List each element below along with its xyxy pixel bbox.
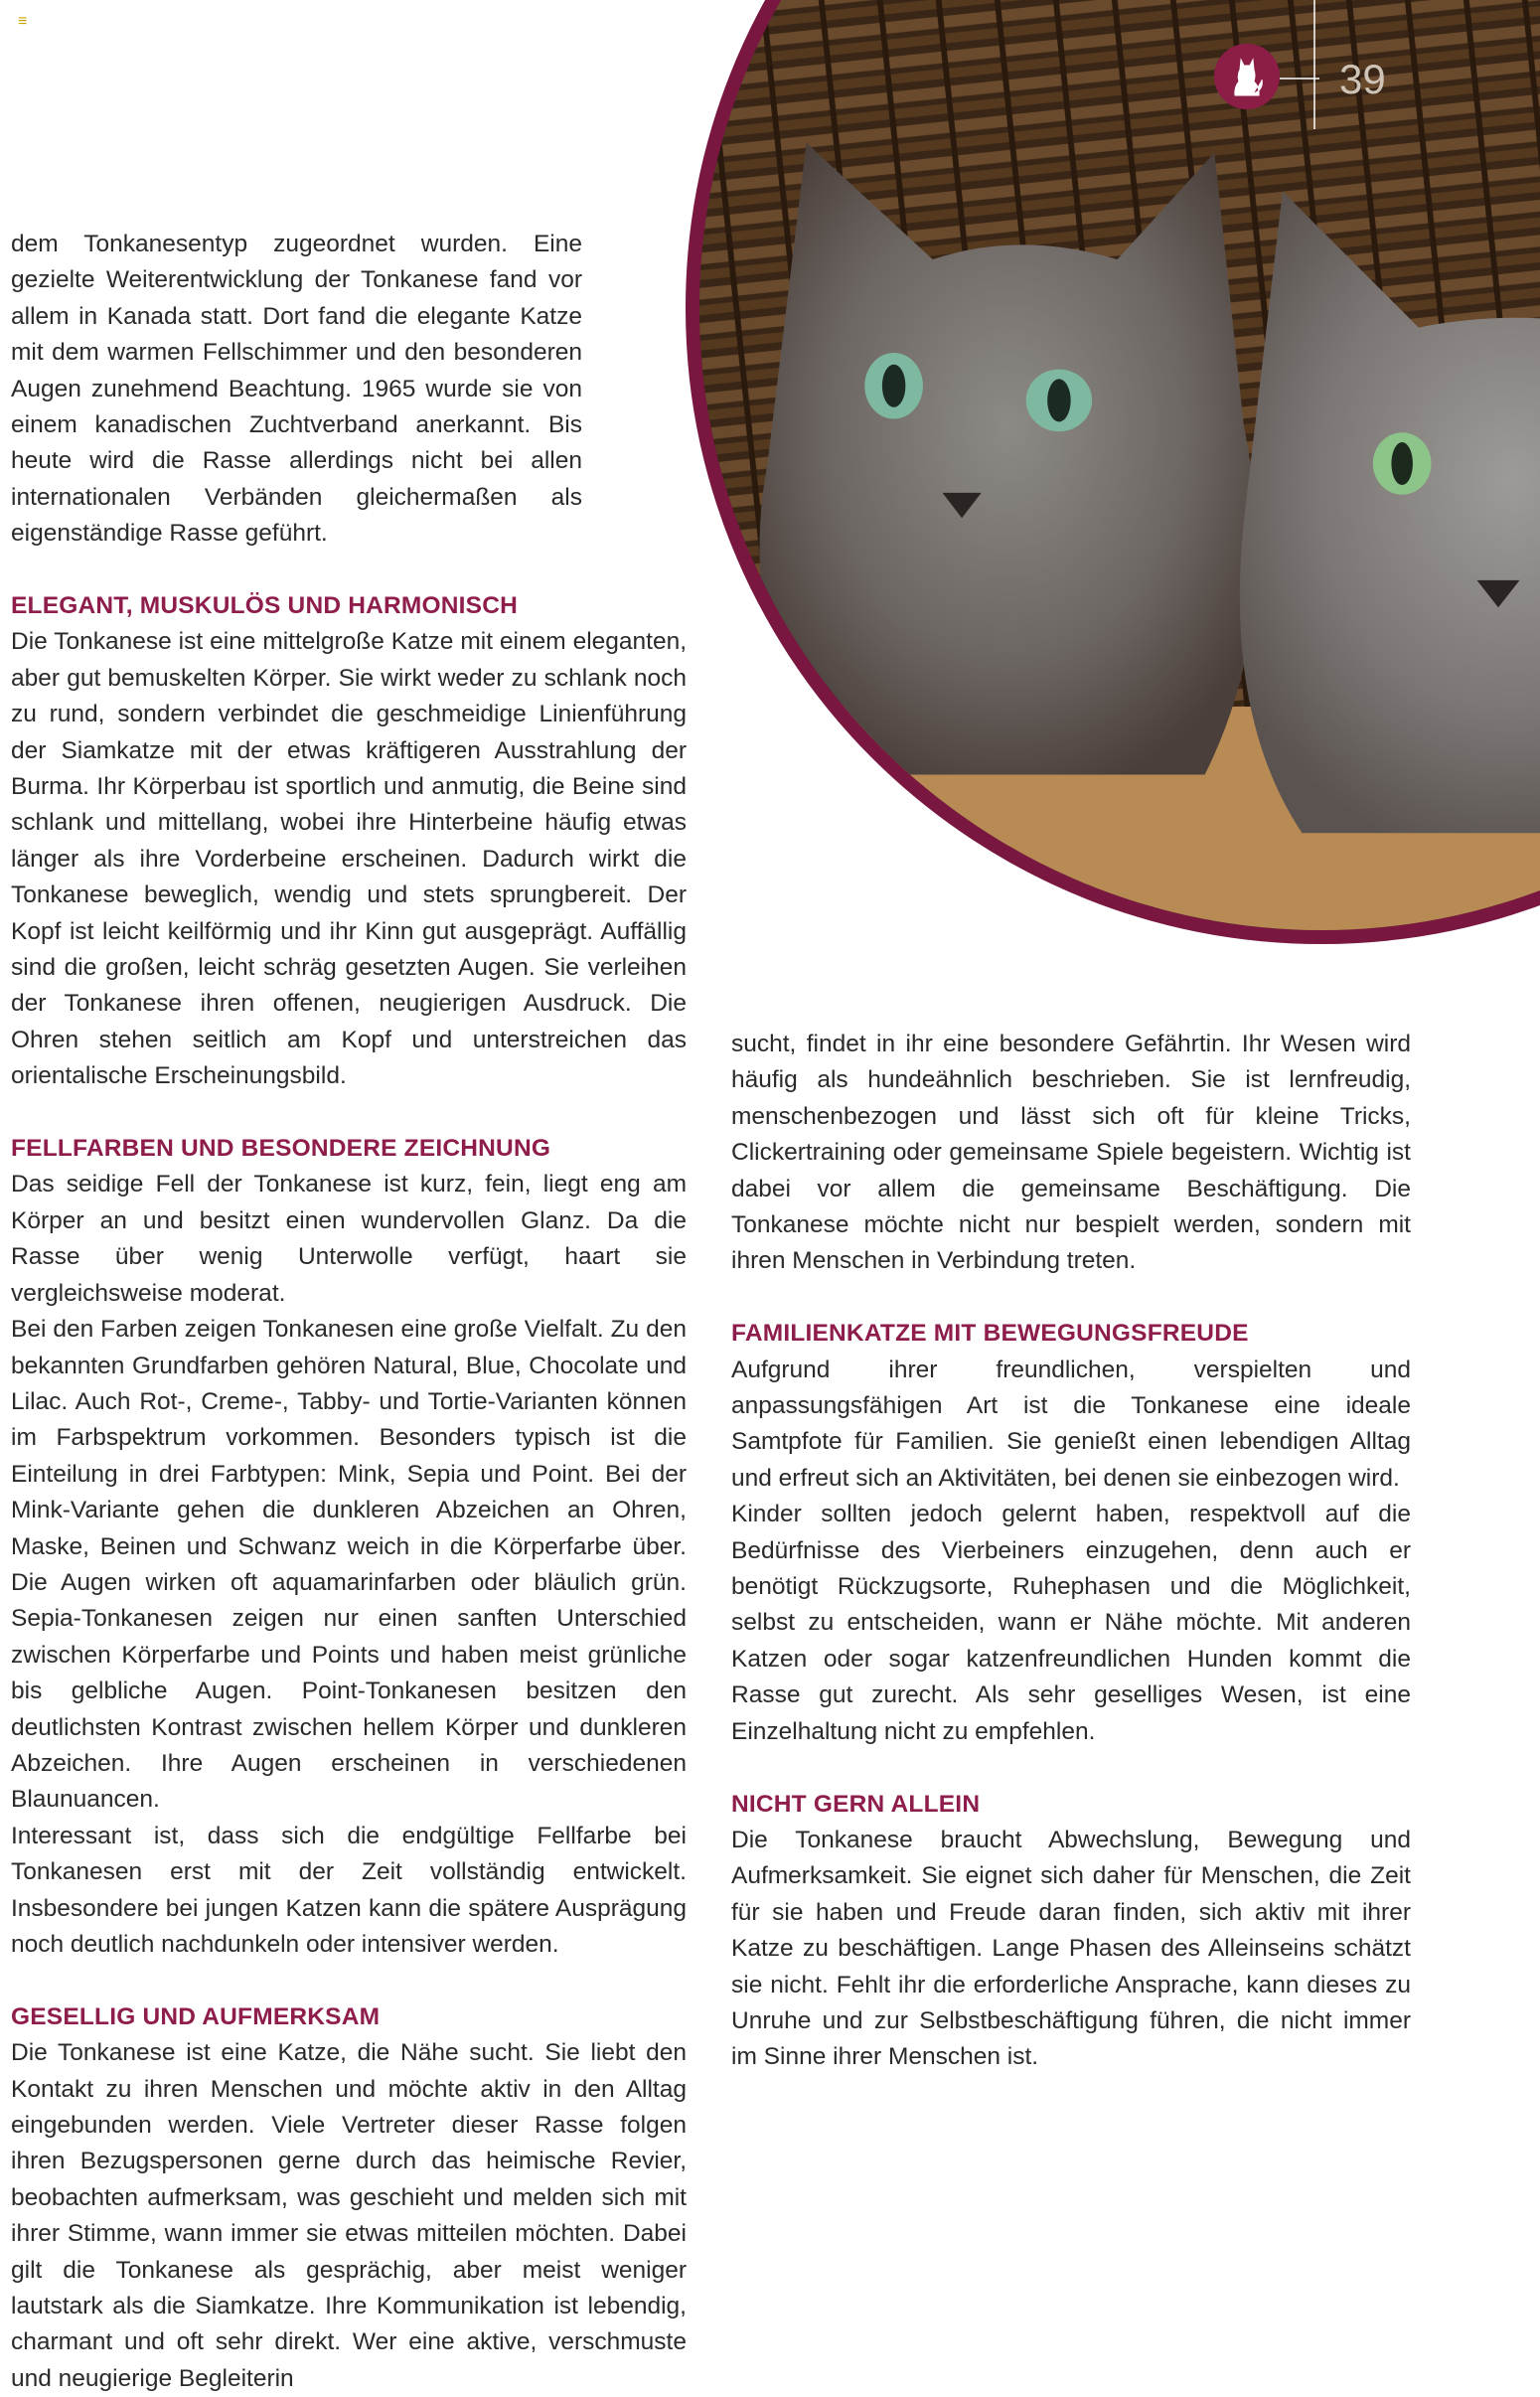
familienkatze-paragraph-2: Kinder sollten jedoch gelernt haben, respektvoll auf die Bedürfnisse des Vierbeiners einzugehen, denn auch er benötigt Rückzugsorte, Ruhephasen und die Möglichkeit, selbst zu entscheiden, wann er Nähe möchte. Mit anderen Katzen oder sogar katzenfreundlichen Hunden kommt die Rasse gut zurecht. Als sehr geselliges Wesen, ist eine Einzelhaltung nicht zu empfehlen.	[731, 1501, 1411, 1745]
spacer	[731, 1280, 1411, 1316]
heading-familienkatze: FAMILIENKATZE MIT BEWEGUNGSFREUDE	[731, 1320, 1249, 1348]
cat-photo-circle	[686, 0, 1540, 944]
heading-allein: NICHT GERN ALLEIN	[731, 1790, 981, 1818]
intro-paragraph: dem Tonkanesentyp zugeordnet wurden. Eine gezielte Weiterentwicklung der Tonkanese fand vor allem in Kanada statt. Dort fand die elegante Katze mit dem warmen Fellschimmer und den besonderen Augen zunehmend Beachtung. 1965 wurde sie von einem kanadischen Zuchtverband anerkannt. Bis heute wird die Rasse allerdings nicht bei allen internationalen Verbänden gleichermaßen als eigenständige Rasse geführt.	[11, 231, 582, 548]
page-marker-line	[1313, 0, 1315, 129]
gesellig-paragraph: Die Tonkanese ist eine Katze, die Nähe sucht. Sie liebt den Kontakt zu ihren Menschen und möchte aktiv in den Alltag eingebunden werden. Viele Vertreter dieser Rasse folgen ihren Bezugspersonen gerne durch das heimische Revier, beobachten aufmerksam, was geschieht und melden sich mit ihrer Stimme, wann immer sie etwas mitteilen möchten. Dabei gilt die Tonkanese als gesprächig, aber meist weniger lautstark als die Siamkatze. Ihre Kommunikation ist lebendig, charmant und oft sehr direkt. Wer eine aktive, verschmuste und neugierige Begleiterin	[11, 2039, 687, 2392]
intro-column	[11, 227, 582, 553]
gesellig-paragraph-continued: sucht, findet in ihr eine besondere Gefährtin. Ihr Wesen wird häufig als hundeähnlich beschrieben. Sie ist lernfreudig, menschenbezogen und lässt sich oft für kleine Tricks, Clickertraining oder gemeinsame Spiele begeistern. Wichtig ist dabei vor allem die gemeinsame Beschäftigung. Die Tonkanese möchte nicht nur bespielt werden, sondern mit ihren Menschen in Verbindung treten.	[731, 1031, 1411, 1275]
spacer	[11, 1963, 687, 1998]
page-number: 39	[1339, 56, 1386, 102]
fellfarben-paragraph-2: Bei den Farben zeigen Tonkanesen eine große Vielfalt. Zu den bekannten Grundfarben gehören Natural, Blue, Chocolate und Lilac. Auch Rot-, Creme-, Tabby- und Tortie-Varianten können im Farbspektrum vorkommen. Besonders typisch ist die Einteilung in drei Farbtypen: Mink, Sepia und Point. Bei der Mink-Variante gehen die dunkleren Abzeichen an Ohren, Maske, Beinen und Schwanz weich in die Körperfarbe über. Die Augen wirken oft aquamarinfarben oder bläulich grün. Sepia-Tonkanesen zeigen nur einen sanften Unterschied zwischen Körperfarbe und Points und haben meist grünliche bis gelbliche Augen. Point-Tonkanesen besitzen den deutlichsten Kontrast zwischen hellem Körper und dunkleren Abzeichen. Ihre Augen erscheinen in verschiedenen Blaunuancen.	[11, 1316, 687, 1814]
spacer	[731, 1750, 1411, 1786]
familienkatze-paragraph-1: Aufgrund ihrer freundlichen, verspielten und anpassungsfähigen Art ist die Tonkanese eine ideale Samtpfote für Familien. Sie genießt einen lebendigen Alltag und erfreut sich an Aktivitäten, bei denen sie einbezogen wird.	[731, 1356, 1411, 1492]
heading-fellfarben: FELLFARBEN UND BESONDERE ZEICHNUNG	[11, 1135, 551, 1163]
menu-icon[interactable]: ≡	[18, 13, 28, 30]
heading-gesellig: GESELLIG UND AUFMERKSAM	[11, 2002, 381, 2030]
elegant-paragraph: Die Tonkanese ist eine mittelgroße Katze mit einem eleganten, aber gut bemuskelten Körper. Sie wirkt weder zu schlank noch zu rund, sondern verbindet die geschmeidige Linienführung der Siamkatze mit der etwas kräftigeren Ausstrahlung der Burma. Ihr Körperbau ist sportlich und anmutig, die Beine sind schlank und mittellang, wobei ihre Hinterbeine häufig etwas länger als ihre Vorderbeine erscheinen. Dadurch wirkt die Tonkanese beweglich, wendig und stets sprungbereit. Der Kopf ist leicht keilförmig und ihr Kinn gut ausgeprägt. Auffällig sind die großen, leicht schräg gesetzten Augen. Sie verleihen der Tonkanese ihren offenen, neugierigen Ausdruck. Die Ohren stehen seitlich am Kopf und unterstreichen das orientalische Erscheinungsbild.	[11, 628, 687, 1090]
spacer	[11, 1095, 687, 1131]
cat-silhouette-icon	[1214, 44, 1280, 109]
basket-with-two-cats-image	[699, 0, 1540, 930]
fellfarben-paragraph-1: Das seidige Fell der Tonkanese ist kurz, fein, liegt eng am Körper an und besitzt einen wundervollen Glanz. Da die Rasse über wenig Unterwolle verfügt, haart sie vergleichsweise moderat.	[11, 1171, 687, 1307]
page-marker-tick	[1280, 78, 1319, 80]
right-column	[731, 1027, 1411, 2076]
fellfarben-paragraph-3: Interessant ist, dass sich die endgültige Fellfarbe bei Tonkanesen erst mit der Zeit vollständig entwickelt. Insbesondere bei jungen Katzen kann die spätere Ausprägung noch deutlich nachdunkeln oder intensiver werden.	[11, 1822, 687, 1959]
heading-elegant: ELEGANT, MUSKULÖS UND HARMONISCH	[11, 592, 519, 619]
left-column	[11, 588, 687, 2397]
allein-paragraph: Die Tonkanese braucht Abwechslung, Bewegung und Aufmerksamkeit. Sie eignet sich daher für Menschen, die Zeit für sie haben und Freude daran finden, sich aktiv mit ihrer Katze zu beschäftigen. Lange Phasen des Alleinseins schätzt sie nicht. Fehlt ihr die erforderliche Ansprache, kann dieses zu Unruhe und zur Selbstbeschäftigung führen, die nicht immer im Sinne ihrer Menschen ist.	[731, 1826, 1411, 2071]
